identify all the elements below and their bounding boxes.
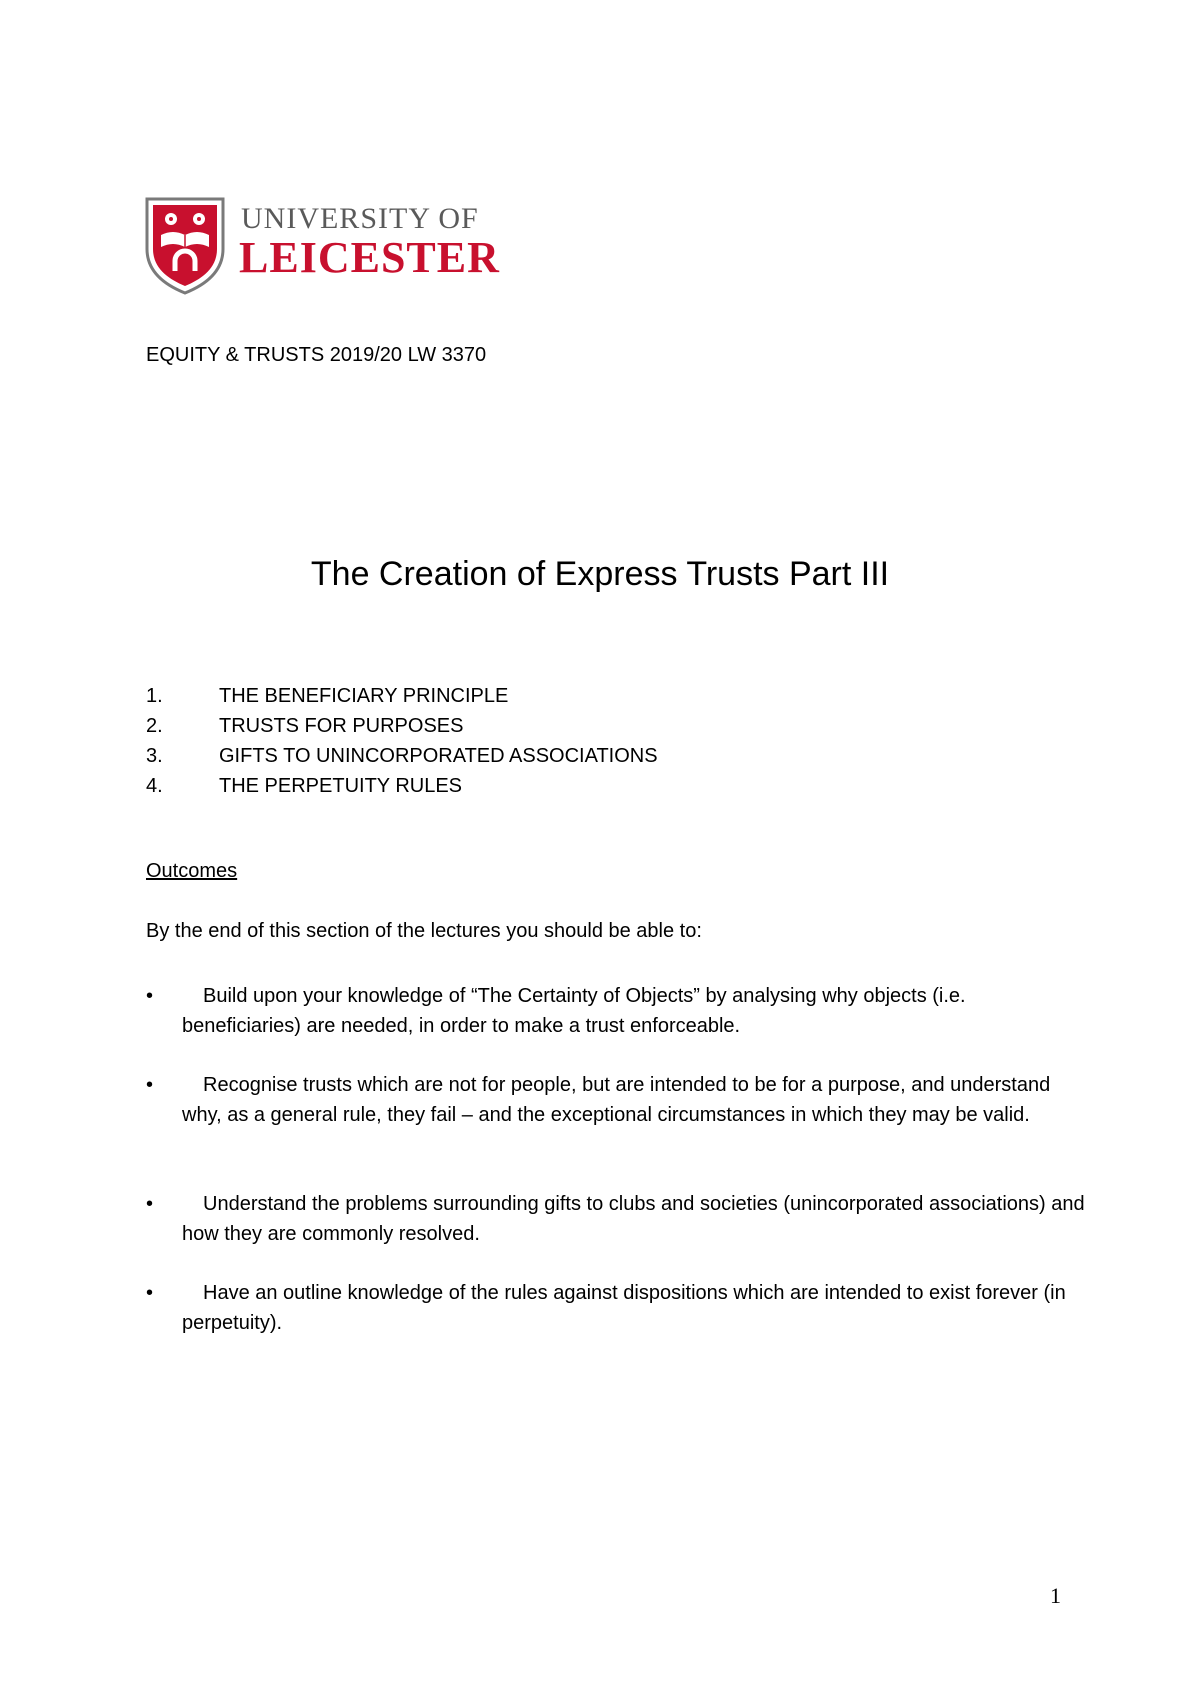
bullet-icon: • (146, 1074, 154, 1096)
outcome-item (146, 981, 1086, 1041)
contents-item-label: THE BENEFICIARY PRINCIPLE (219, 685, 509, 707)
outcome-text: Build upon your knowledge of “The Certainty of Objects” by analysing why objects (i.e. beneficiaries) are needed, in order to make a trust enforceable. (182, 985, 966, 1037)
outcome-text: Have an outline knowledge of the rules against dispositions which are intended to exist forever (in perpetuity). (182, 1282, 1066, 1334)
contents-item (146, 711, 658, 741)
contents-item (146, 771, 658, 801)
contents-item-number: 4. (146, 775, 163, 797)
document-title: The Creation of Express Trusts Part III (310, 555, 890, 593)
logo-leicester: LEICESTER (239, 233, 500, 282)
contents-item-label: GIFTS TO UNINCORPORATED ASSOCIATIONS (219, 745, 658, 767)
logo-university-of: UNIVERSITY OF (241, 202, 479, 235)
outcomes-heading: Outcomes (146, 860, 238, 882)
page-number: 1 (1050, 1583, 1061, 1608)
outcome-text: Understand the problems surrounding gifts to clubs and societies (unincorporated associations) and how they are commonly resolved. (182, 1193, 1085, 1245)
contents-item-label: TRUSTS FOR PURPOSES (219, 715, 464, 737)
bullet-icon: • (146, 1282, 154, 1304)
outcome-item (146, 1278, 1086, 1338)
contents-item-number: 1. (146, 685, 163, 707)
contents-item-number: 2. (146, 715, 163, 737)
bullet-icon: • (146, 1193, 154, 1215)
course-code: EQUITY & TRUSTS 2019/20 LW 3370 (146, 344, 487, 366)
university-logo (145, 197, 505, 297)
university-shield-icon (145, 197, 225, 295)
outcome-text: Recognise trusts which are not for people, but are intended to be for a purpose, and understand why, as a general rule, they fail – and the exceptional circumstances in which they may be valid. (182, 1074, 1051, 1126)
outcome-item (146, 1070, 1086, 1130)
contents-item-label: THE PERPETUITY RULES (219, 775, 463, 797)
contents-item (146, 741, 658, 771)
outcomes-intro: By the end of this section of the lectures you should be able to: (146, 920, 702, 942)
contents-item (146, 681, 658, 711)
outcome-item (146, 1189, 1086, 1249)
contents-list (146, 681, 658, 801)
bullet-icon: • (146, 985, 154, 1007)
contents-item-number: 3. (146, 745, 163, 767)
